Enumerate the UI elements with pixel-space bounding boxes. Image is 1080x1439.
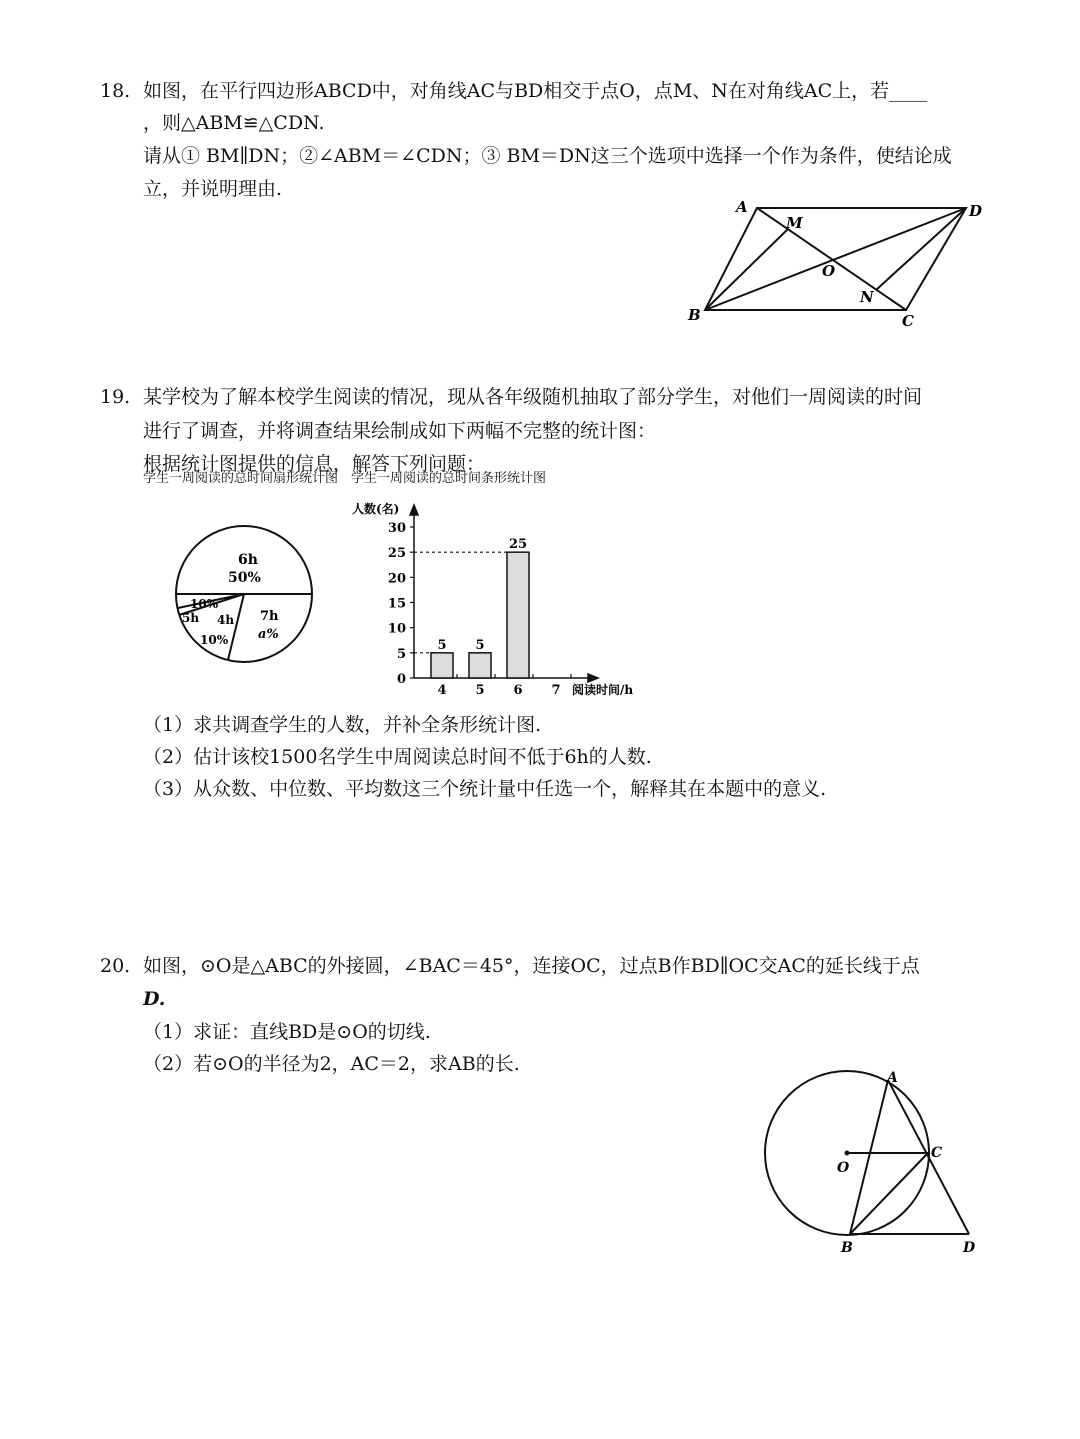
q18-line2: ，则△ABM≌△CDN. xyxy=(143,112,325,134)
q19-sub1: （1）求共调查学生的人数，并补全条形统计图. xyxy=(143,714,542,736)
x-tick-label: 4 xyxy=(437,683,447,698)
pie-value-7h: a% xyxy=(258,627,279,642)
q19-sub2: （2）估计该校1500名学生中周阅读总时间不低于6h的人数. xyxy=(143,746,652,768)
y-tick-label: 0 xyxy=(396,672,406,687)
pie-label-7h: 7h xyxy=(260,609,279,624)
label-o: O xyxy=(837,1160,850,1176)
label-b: B xyxy=(841,1240,853,1256)
q20-number: 20. xyxy=(100,955,131,977)
q18-line1: 如图，在平行四边形ABCD中，对角线AC与BD相交于点O，点M、N在对角线AC上，若____ xyxy=(143,80,928,102)
bar xyxy=(469,653,491,678)
q20-line2: D. xyxy=(143,988,166,1010)
q18-number: 18. xyxy=(100,80,131,102)
label-b: B xyxy=(688,306,701,324)
segment-ad xyxy=(888,1080,969,1234)
segment-bm xyxy=(705,229,788,310)
circle-figure xyxy=(755,1060,995,1270)
pie-label-4h: 4h xyxy=(217,613,235,627)
q19-chart-captions: 学生一周阅读的总时间扇形统计图 学生一周阅读的总时间条形统计图 xyxy=(143,471,547,486)
center-dot xyxy=(845,1151,850,1156)
diagonal-bd xyxy=(705,208,966,310)
q18-line4: 立，并说明理由. xyxy=(143,178,283,200)
x-axis-arrow xyxy=(588,674,598,682)
pie-value-5h: 10% xyxy=(190,597,219,611)
x-tick-label: 7 xyxy=(551,683,561,698)
y-tick-label: 25 xyxy=(387,546,406,562)
pie-value-4h: 10% xyxy=(200,633,229,647)
label-a: A xyxy=(887,1070,898,1086)
label-m: M xyxy=(786,214,803,232)
q20-line1: 如图，⊙O是△ABC的外接圆，∠BAC＝45°，连接OC，过点B作BD∥OC交AC的延长线于点 xyxy=(143,955,920,977)
pie-label-5h: 5h xyxy=(182,611,200,625)
y-tick-label: 20 xyxy=(387,571,406,587)
x-tick-label: 6 xyxy=(513,683,523,698)
q19-line2: 进行了调查，并将调查结果绘制成如下两幅不完整的统计图： xyxy=(143,420,657,442)
y-axis-title: 人数(名) xyxy=(352,502,400,516)
bar-value-label: 5 xyxy=(437,637,447,653)
bar-value-label: 5 xyxy=(475,637,485,653)
segment-bc xyxy=(850,1153,928,1234)
q20-sub2: （2）若⊙O的半径为2，AC＝2，求AB的长. xyxy=(143,1053,520,1075)
y-tick-label: 15 xyxy=(387,596,406,612)
parallelogram-figure xyxy=(680,190,1000,340)
segment-dn xyxy=(876,208,966,290)
q19-sub3: （3）从众数、中位数、平均数这三个统计量中任选一个，解释其在本题中的意义. xyxy=(143,778,827,800)
segment-ab xyxy=(850,1080,888,1234)
x-axis-title: 阅读时间/h xyxy=(572,683,634,697)
q19-number: 19. xyxy=(100,386,131,408)
q19-line1: 某学校为了解本校学生阅读的情况，现从各年级随机抽取了部分学生，对他们一周阅读的时间 xyxy=(143,386,923,408)
y-tick-label: 5 xyxy=(396,646,406,662)
q19-line3: 根据统计图提供的信息，解答下列问题： xyxy=(143,453,486,475)
bar-value-label: 25 xyxy=(508,537,528,553)
label-o: O xyxy=(822,262,836,280)
label-n: N xyxy=(860,288,874,306)
pie-chart xyxy=(170,520,320,670)
bar xyxy=(431,653,453,678)
label-d: D xyxy=(969,202,983,220)
y-tick-label: 30 xyxy=(387,521,406,536)
label-a: A xyxy=(736,198,748,216)
y-axis-arrow xyxy=(410,505,418,515)
diagonal-ac xyxy=(757,208,906,310)
bar xyxy=(507,552,529,678)
label-c: C xyxy=(902,312,914,330)
q18-line3: 请从① BM∥DN；②∠ABM＝∠CDN；③ BM＝DN这三个选项中选择一个作为条件，使结论成 xyxy=(143,145,952,167)
label-d: D xyxy=(963,1240,976,1256)
label-c: C xyxy=(931,1145,943,1161)
y-tick-label: 10 xyxy=(387,621,406,637)
x-tick-label: 5 xyxy=(475,683,485,698)
pie-value-6h: 50% xyxy=(228,570,261,586)
bar-chart xyxy=(340,495,670,705)
q20-sub1: （1）求证：直线BD是⊙O的切线. xyxy=(143,1021,431,1043)
pie-label-6h: 6h xyxy=(238,552,258,568)
pie-divider-4h-7h xyxy=(228,594,244,660)
